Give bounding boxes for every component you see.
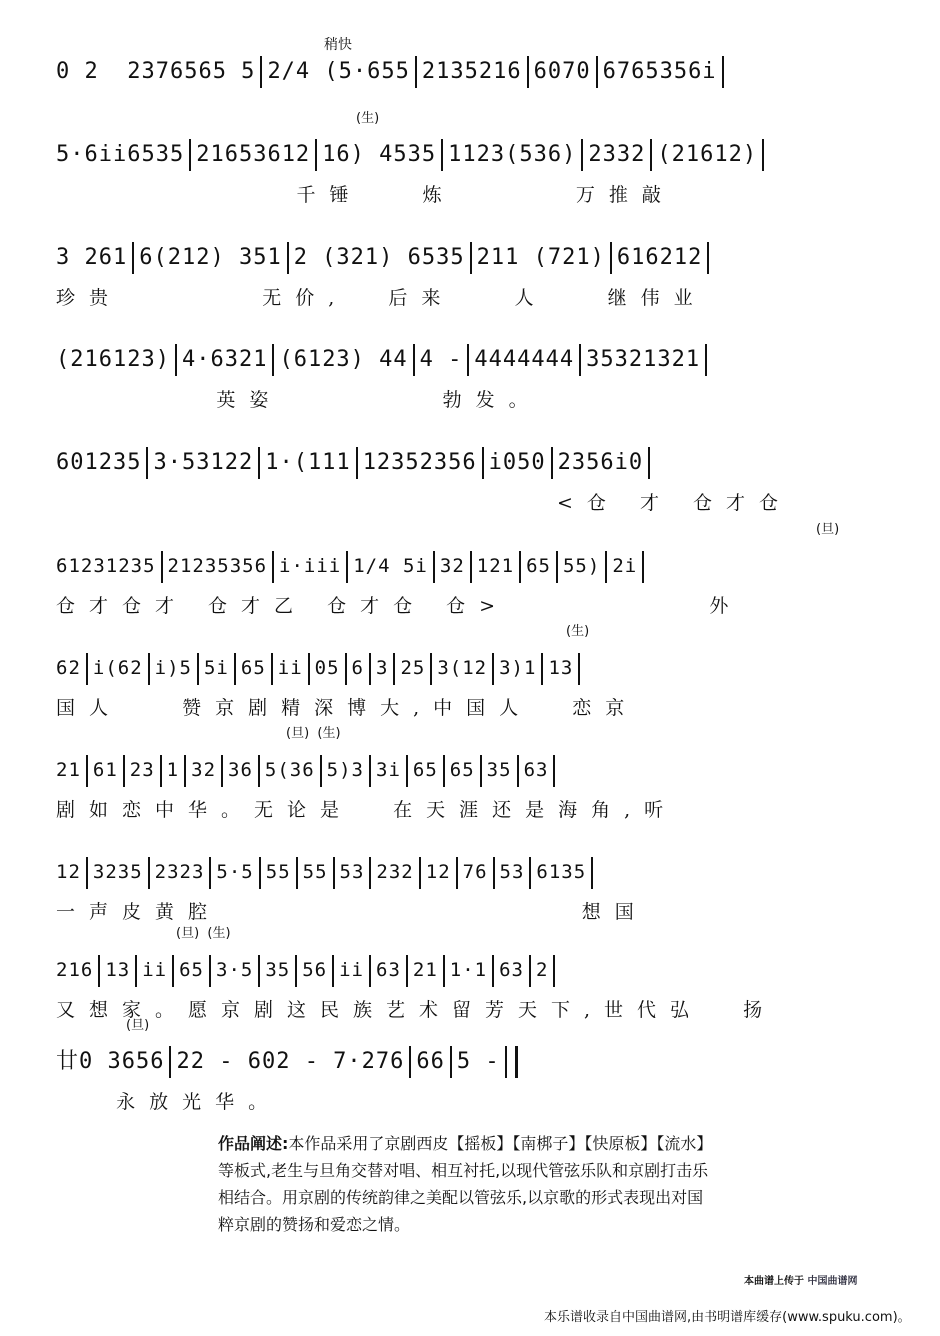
measure: 12 (425, 861, 451, 883)
bar-line (541, 653, 543, 685)
measure: 3·53122 (153, 450, 254, 475)
role-marks: (旦) (生) (286, 726, 341, 741)
bar-line (406, 955, 408, 987)
measure: 61 (92, 759, 118, 781)
role-marks: (生) (356, 111, 380, 126)
measure: 3235 (92, 861, 143, 883)
measure: 32 (439, 555, 465, 577)
measure: i050 (488, 450, 546, 475)
bar-line (146, 447, 148, 479)
bar-line (172, 955, 174, 987)
measure: 61231235 (56, 555, 156, 577)
bar-line (296, 857, 298, 889)
notation-line (56, 443, 886, 483)
bar-line (579, 344, 581, 376)
description-text: 本作品采用了京剧西皮【摇板】【南梆子】【快原板】【流水】等板式,老生与旦角交替对唱、相互衬托,以现代管弦乐队和京剧打击乐相结合。用京剧的传统韵律之美配以管弦乐,以京歌的形式表现出对国粹京剧的赞扬和爱恋之情。 (218, 1134, 713, 1234)
bar-line (551, 447, 553, 479)
lyrics-line: 国人 赞京剧精深博大,中国人 恋京 (56, 697, 639, 719)
measure: 2 (321) 6535 (293, 245, 465, 270)
bar-line (492, 653, 494, 685)
bar-line (529, 857, 531, 889)
measure: 16) 4535 (322, 142, 437, 167)
bar-line (553, 955, 555, 987)
bar-line (430, 653, 432, 685)
measure: 66 (416, 1049, 445, 1074)
final-bar-line (515, 1046, 518, 1078)
measure: i·iii (279, 555, 342, 577)
measure: 12352356 (362, 450, 477, 475)
bar-line (221, 755, 223, 787)
measure: 1·(111 (265, 450, 351, 475)
bar-line (456, 857, 458, 889)
bar-line (169, 1046, 171, 1078)
measure: 65 (412, 759, 438, 781)
measure: 6070 (533, 59, 591, 84)
measure: 2323 (154, 861, 205, 883)
measure: 23 (129, 759, 155, 781)
bar-line (369, 955, 371, 987)
measure: 21235356 (167, 555, 268, 577)
bar-line (596, 56, 598, 88)
bar-line (184, 755, 186, 787)
lyrics-line: 千锤 炼 万推敲 (56, 184, 675, 206)
bar-line (86, 653, 88, 685)
measure: ii (277, 657, 303, 679)
bar-line (406, 755, 408, 787)
bar-line (762, 139, 764, 171)
measure: 6 (351, 657, 364, 679)
measure: 1 (166, 759, 180, 781)
measure: 65 (179, 959, 204, 981)
notation-line (56, 238, 886, 278)
bar-line (705, 344, 707, 376)
bar-line (161, 551, 163, 583)
role-marks: (旦) (126, 1018, 150, 1033)
notation-line (56, 340, 886, 380)
bar-line (482, 447, 484, 479)
bar-line (272, 551, 274, 583)
bar-line (209, 857, 211, 889)
upload-note (744, 1272, 857, 1287)
upload-text: 本曲谱上传于 (744, 1276, 804, 1287)
measure: 6765356i (602, 59, 717, 84)
bar-line (505, 1046, 507, 1078)
measure: 2/4 (5·655 (267, 59, 410, 84)
bar-line (409, 1046, 411, 1078)
bar-line (98, 955, 100, 987)
bar-line (369, 755, 371, 787)
bar-line (123, 755, 125, 787)
notation-line (56, 852, 886, 892)
role-marks: (旦) (生) (176, 926, 231, 941)
measure: 2i (612, 555, 638, 577)
bar-line (591, 857, 593, 889)
lyrics-line: 仓才仓才 仓才乙 仓才仓 仓> 外 (56, 595, 743, 617)
lyrics-line: <仓 才 仓才仓 (56, 492, 792, 514)
bar-line (493, 857, 495, 889)
measure: 25 (400, 657, 426, 679)
bar-line (346, 551, 348, 583)
lyrics-line: 一声皮黄腔 想国 (56, 901, 648, 923)
measure: (6123) 44 (279, 347, 408, 372)
measure: 1/4 5i (353, 555, 428, 577)
bar-line (648, 447, 650, 479)
bar-line (308, 653, 310, 685)
measure: 05 (314, 657, 340, 679)
measure: 35 (265, 959, 291, 981)
measure: 6135 (536, 861, 587, 883)
bar-line (553, 755, 555, 787)
measure: 35321321 (586, 347, 701, 372)
measure: 廿0 3656 (56, 1049, 165, 1074)
measure: 55 (265, 861, 291, 883)
bar-line (492, 955, 494, 987)
bar-line (132, 242, 134, 274)
measure: 4·6321 (181, 347, 268, 372)
measure: 53 (499, 861, 525, 883)
bar-line (610, 242, 612, 274)
lyrics-line: 珍贵 无价, 后来 人 继伟业 (56, 287, 707, 309)
bar-line (333, 857, 335, 889)
lyrics-line: 英姿 勃发。 (56, 389, 542, 411)
bar-line (258, 755, 260, 787)
tempo-marking: 稍快 (324, 37, 352, 53)
bar-line (413, 344, 415, 376)
bar-line (272, 344, 274, 376)
measure: 65 (240, 657, 266, 679)
measure: 6(212) 351 (139, 245, 282, 270)
role-marks: (旦) (816, 522, 840, 537)
bar-line (197, 653, 199, 685)
bar-line (642, 551, 644, 583)
measure: 5i (203, 657, 229, 679)
bar-line (369, 653, 371, 685)
bar-line (441, 139, 443, 171)
measure: 55) (562, 555, 601, 577)
bar-line (470, 242, 472, 274)
measure: ii (339, 959, 364, 981)
measure: 1123(536) (448, 142, 577, 167)
bar-line (332, 955, 334, 987)
description-label: 作品阐述: (218, 1134, 289, 1153)
measure: 4 - (419, 347, 463, 372)
bar-line (581, 139, 583, 171)
bar-line (450, 1046, 452, 1078)
role-marks: (生) (566, 624, 590, 639)
bar-line (86, 857, 88, 889)
measure: 63 (499, 959, 524, 981)
measure: 2332 (588, 142, 646, 167)
bar-line (259, 857, 261, 889)
bar-line (707, 242, 709, 274)
measure: 5·5 (216, 861, 254, 883)
bar-line (260, 56, 262, 88)
bar-line (234, 653, 236, 685)
notation-line (56, 546, 886, 586)
bar-line (517, 755, 519, 787)
bar-line (556, 551, 558, 583)
measure: 55 (302, 861, 328, 883)
bar-line (393, 653, 395, 685)
measure: 22 - 602 - 7·276 (176, 1049, 405, 1074)
bar-line (209, 955, 211, 987)
bar-line (467, 344, 469, 376)
bar-line (315, 139, 317, 171)
bar-line (722, 56, 724, 88)
notation-line (56, 1042, 886, 1082)
measure: i(62 (92, 657, 143, 679)
source-note: 本乐谱收录自中国曲谱网,由书明谱库缓存(www.spuku.com)。 (544, 1310, 911, 1325)
lyrics-line: 剧如恋中华。无论是 在天涯还是海角,听 (56, 799, 678, 821)
measure: 63 (523, 759, 549, 781)
measure: 3 261 (56, 245, 128, 270)
measure: 5(36 (264, 759, 315, 781)
bar-line (529, 955, 531, 987)
lyrics-line: 永放光华。 (56, 1091, 282, 1113)
bar-line (480, 755, 482, 787)
bar-line (320, 755, 322, 787)
notation-line (56, 750, 886, 790)
bar-line (160, 755, 162, 787)
measure: 232 (376, 861, 414, 883)
notation-line (56, 52, 886, 92)
bar-line (527, 56, 529, 88)
bar-line (287, 242, 289, 274)
bar-line (175, 344, 177, 376)
bar-line (369, 857, 371, 889)
bar-line (443, 755, 445, 787)
bar-line (415, 56, 417, 88)
measure: 5·6ii6535 (56, 142, 185, 167)
site-logo: 中国曲谱网 (807, 1276, 858, 1287)
bar-line (605, 551, 607, 583)
measure: 32 (191, 759, 217, 781)
bar-line (258, 955, 260, 987)
bar-line (189, 139, 191, 171)
notation-line (56, 950, 886, 990)
measure: 21653612 (196, 142, 311, 167)
measure: 3)1 (499, 657, 537, 679)
measure: 56 (302, 959, 328, 981)
bar-line (519, 551, 521, 583)
measure: 211 (721) (476, 245, 605, 270)
measure: 21 (56, 759, 81, 781)
measure: 12 (56, 861, 81, 883)
measure: 65 (449, 759, 475, 781)
measure: 0 2 2376565 5 (56, 59, 256, 84)
measure: ii (142, 959, 168, 981)
lyrics-line: 又想家。愿京剧这民族艺术留芳天下,世代弘 扬 (56, 999, 777, 1021)
measure: 35 (486, 759, 512, 781)
measure: 2135216 (421, 59, 522, 84)
bar-line (650, 139, 652, 171)
bar-line (443, 955, 445, 987)
measure: 2 (536, 959, 549, 981)
measure: 3(12 (437, 657, 488, 679)
measure: 63 (376, 959, 401, 981)
bar-line (148, 857, 150, 889)
bar-line (86, 755, 88, 787)
bar-line (419, 857, 421, 889)
measure: 5 - (456, 1049, 500, 1074)
measure: 216 (56, 959, 94, 981)
measure: 3 (376, 657, 389, 679)
measure: i)5 (154, 657, 192, 679)
measure: 3i (376, 759, 401, 781)
measure: 616212 (616, 245, 703, 270)
bar-line (148, 653, 150, 685)
measure: 21 (412, 959, 438, 981)
bar-line (578, 653, 580, 685)
bar-line (258, 447, 260, 479)
measure: 13 (105, 959, 131, 981)
bar-line (271, 653, 273, 685)
measure: 62 (56, 657, 81, 679)
measure: 65 (526, 555, 551, 577)
notation-line (56, 135, 886, 175)
measure: 36 (228, 759, 253, 781)
bar-line (135, 955, 137, 987)
measure: 76 (462, 861, 488, 883)
measure: 13 (548, 657, 574, 679)
measure: 121 (476, 555, 515, 577)
measure: 3·5 (216, 959, 254, 981)
bar-line (433, 551, 435, 583)
measure: 4444444 (474, 347, 575, 372)
measure: 601235 (56, 450, 142, 475)
bar-line (470, 551, 472, 583)
measure: 5)3 (326, 759, 364, 781)
bar-line (356, 447, 358, 479)
bar-line (345, 653, 347, 685)
measure: (21612) (657, 142, 758, 167)
notation-line (56, 648, 886, 688)
description (218, 1130, 718, 1238)
measure: (216123) (56, 347, 170, 372)
measure: 1·1 (449, 959, 488, 981)
measure: 53 (339, 861, 365, 883)
bar-line (295, 955, 297, 987)
measure: 2356i0 (557, 450, 644, 475)
